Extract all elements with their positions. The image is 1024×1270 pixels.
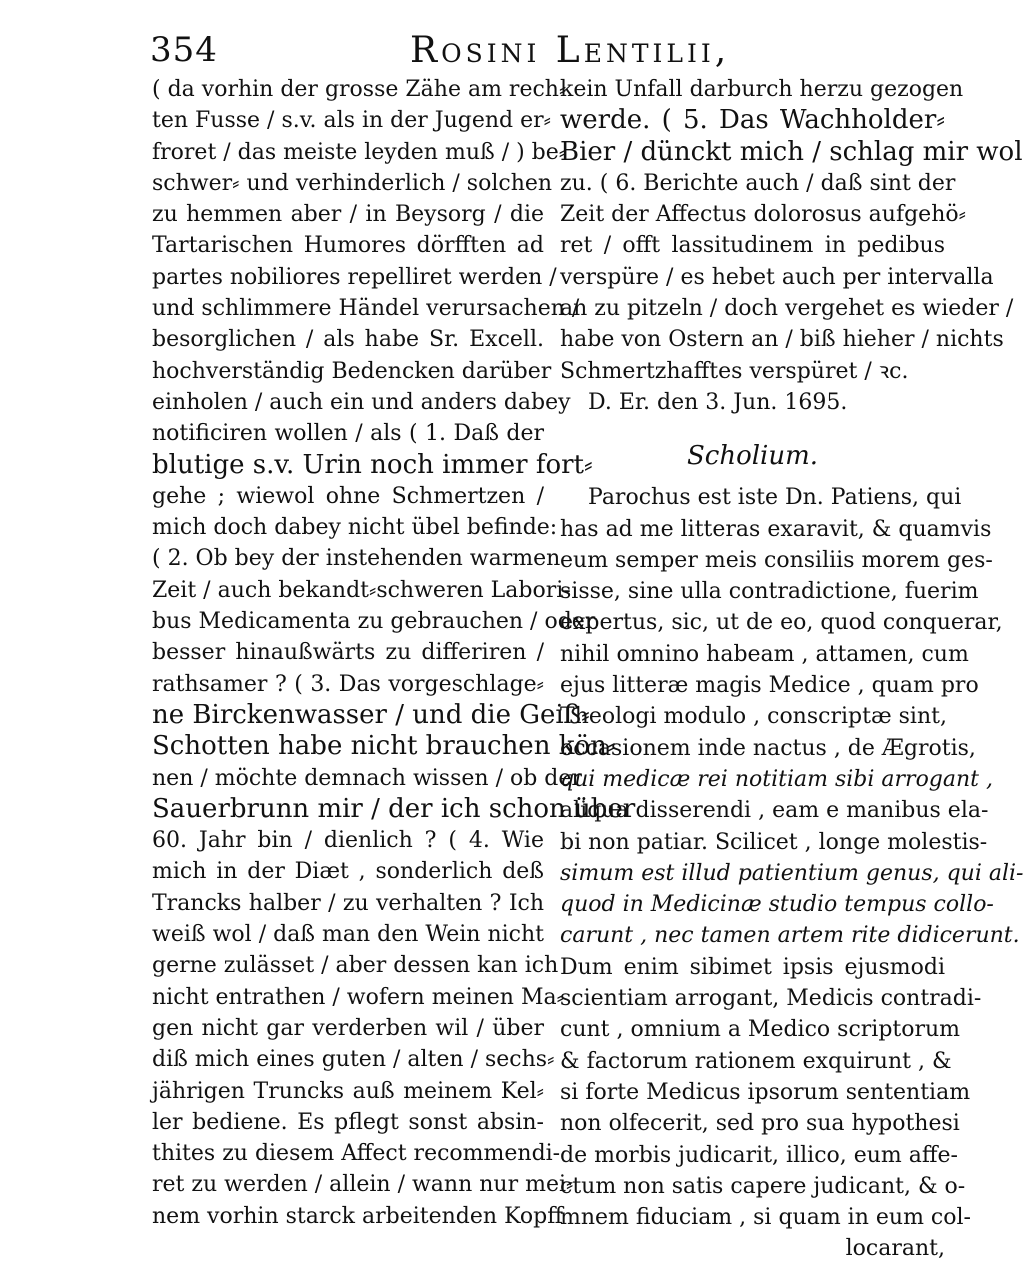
text-line: si forte Medicus ipsorum sententiam	[560, 1079, 971, 1105]
text-line: weiß wol / daß man den Wein nicht	[152, 922, 544, 948]
text-line: aliqua disserendi , eam e manibus ela-	[560, 798, 989, 824]
text-line: ne Birckenwasser / und die Geiß⸗	[152, 699, 590, 730]
text-line: non olfecerit, sed pro sua hypothesi	[560, 1111, 960, 1137]
right-column	[560, 74, 1024, 1265]
text-line: has ad me litteras exaravit, & quamvis	[560, 516, 992, 542]
text-line: ( 2. Ob bey der instehenden warmen	[152, 546, 561, 572]
text-line: Dum enim sibimet ipsis ejusmodi	[560, 954, 945, 980]
text-line: 60. Jahr bin / dienlich ? ( 4. Wie	[152, 828, 544, 854]
text-line: Trancks halber / zu verhalten ? Ich	[152, 890, 544, 916]
text-line: sisse, sine ulla contradictione, fuerim	[560, 579, 979, 605]
text-line: nem vorhin starck arbeitenden Kopff	[152, 1203, 563, 1229]
letter-closing: D. Er. den 3. Jun. 1695.	[588, 389, 848, 415]
text-line: kein Unfall darburch herzu gezogen	[560, 77, 964, 102]
text-line: ret / offt lassitudinem in pedibus	[560, 233, 945, 259]
text-line: mich in der Diæt , sonderlich deß	[152, 859, 544, 885]
text-line: besorglichen / als habe Sr. Excell.	[152, 327, 544, 353]
page-header	[150, 30, 940, 76]
text-line: notificiren wollen / als ( 1. Daß der	[152, 421, 544, 447]
text-line: nihil omnino habeam , attamen, cum	[560, 641, 969, 667]
text-line: zu hemmen aber / in Beysorg / die	[152, 202, 544, 228]
text-line: gerne zulässet / aber dessen kan ich	[152, 953, 559, 979]
text-line: gen nicht gar verderben wil / über	[152, 1015, 544, 1041]
text-line: ejus litteræ magis Medice , quam pro	[560, 673, 979, 699]
text-line: eum semper meis consiliis morem ges-	[560, 547, 993, 573]
text-line: werde. ( 5. Das Wachholder⸗	[560, 105, 945, 136]
text-line: expertus, sic, ut de eo, quod conquerar,	[560, 610, 1003, 636]
text-line: habe von Ostern an / biß hieher / nichts	[560, 327, 1004, 353]
text-line: und schlimmere Händel verursachen /	[152, 296, 580, 322]
text-line: scientiam arrogant, Medicis contradi-	[560, 986, 982, 1012]
text-line: Parochus est iste Dn. Patiens, qui	[588, 485, 962, 511]
text-line: partes nobiliores repelliret werden /	[152, 264, 557, 290]
page-number: 354	[150, 30, 218, 70]
text-line: thites zu diesem Affect recommendi-	[152, 1141, 561, 1167]
text-line: quod in Medicinæ studio tempus collo-	[560, 892, 994, 918]
text-line: jährigen Truncks auß meinem Kel⸗	[152, 1078, 544, 1104]
text-line: Tartarischen Humores dörfften ad	[152, 233, 544, 259]
text-line: gehe ; wiewol ohne Schmertzen /	[152, 483, 544, 509]
text-line: ctum non satis capere judicant, & o-	[560, 1173, 966, 1199]
text-line: Sauerbrunn mir / der ich schon über	[152, 793, 636, 824]
text-line: Zeit / auch bekandt⸗schweren Labori-	[152, 577, 571, 603]
text-line: Schotten habe nicht brauchen kön⸗	[152, 731, 616, 762]
text-line: besser hinaußwärts zu differiren /	[152, 640, 544, 666]
text-line: diß mich eines guten / alten / sechs⸗	[152, 1047, 555, 1073]
text-line: bus Medicamenta zu gebrauchen / oder	[152, 609, 596, 635]
text-line: rathsamer ? ( 3. Das vorgeschlage⸗	[152, 671, 544, 697]
text-line: zu. ( 6. Berichte auch / daß sint der	[560, 170, 956, 196]
text-line: verspüre / es hebet auch per intervalla	[560, 264, 994, 290]
text-line: simum est illud patientium genus, qui ali-	[560, 860, 1024, 886]
text-line: Theologi modulo , conscriptæ sint,	[560, 704, 947, 730]
text-line: qui medicæ rei notitiam sibi arrogant ,	[560, 766, 994, 792]
text-line: Bier / dünckt mich / schlag mir wol	[560, 136, 1023, 167]
text-line: ( da vorhin der grosse Zähe am rech⸗	[152, 77, 567, 102]
text-line: mich doch dabey nicht übel befinde:	[152, 515, 558, 541]
left-column	[152, 74, 636, 1232]
running-head: Rosini Lentilii,	[410, 30, 731, 71]
text-line: & factorum rationem exquirunt , &	[560, 1048, 952, 1074]
text-line: ret zu werden / allein / wann nur mei⸗	[152, 1172, 574, 1198]
text-line: nen / möchte demnach wissen / ob der	[152, 765, 582, 791]
text-line: Schmertzhafftes verspüret / ꝛc.	[560, 358, 909, 384]
text-line: an zu pitzeln / doch vergehet es wieder /	[560, 296, 1014, 322]
text-line: schwer⸗ und verhinderlich / solchen	[152, 170, 553, 196]
text-line: einholen / auch ein und anders dabey	[152, 389, 571, 415]
text-line: ten Fusse / s.v. als in der Jugend er⸗	[152, 108, 551, 134]
text-line: ler bediene. Es pflegt sonst absin-	[152, 1109, 544, 1135]
text-line: cunt , omnium a Medico scriptorum	[560, 1017, 961, 1043]
text-line: mnem fiduciam , si quam in eum col-	[560, 1205, 971, 1231]
text-line: blutige s.v. Urin noch immer fort⸗	[152, 449, 593, 480]
text-line: hochverständig Bedencken darüber	[152, 358, 552, 384]
text-line: de morbis judicarit, illico, eum affe-	[560, 1142, 958, 1168]
section-heading: Scholium.	[686, 441, 819, 472]
text-line: nicht entrathen / wofern meinen Ma⸗	[152, 984, 564, 1010]
text-line: Zeit der Affectus dolorosus aufgehö⸗	[560, 202, 966, 228]
text-line: bi non patiar. Scilicet , longe molestis-	[560, 829, 988, 855]
catchword: locarant,	[845, 1236, 945, 1262]
text-line: carunt , nec tamen artem rite didicerunt.	[560, 923, 1020, 949]
text-line: occasionem inde nactus , de Ægrotis,	[560, 735, 976, 761]
text-line: froret / das meiste leyden muß / ) be⸗	[152, 139, 567, 165]
